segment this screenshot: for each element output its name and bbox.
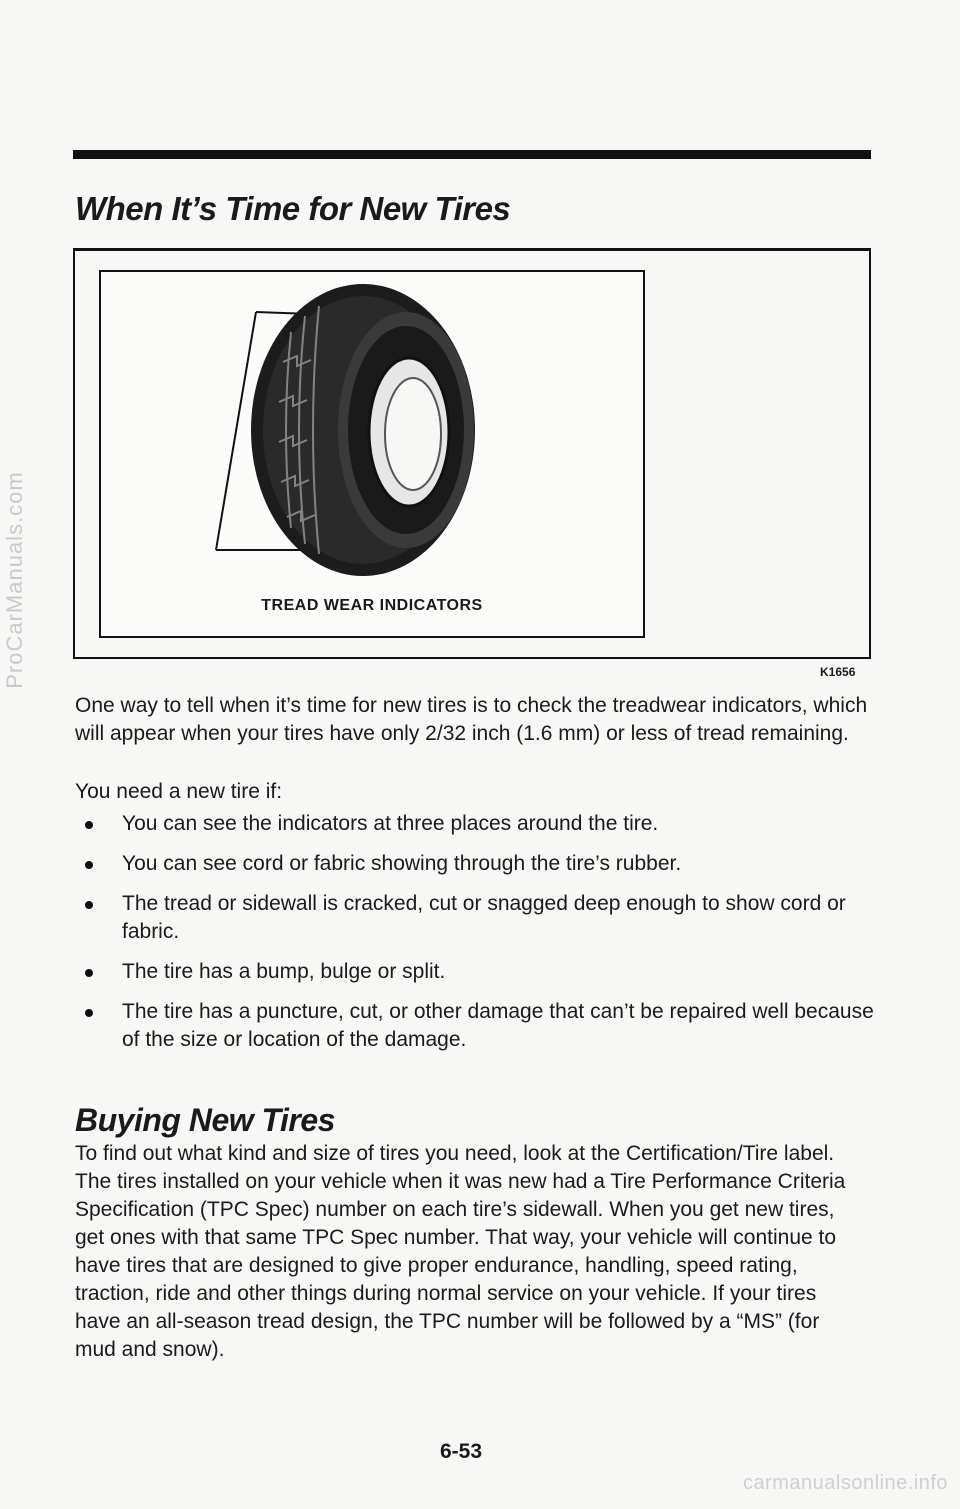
bullet-icon — [85, 901, 93, 909]
intro-paragraph: One way to tell when it’s time for new tires is to check the treadwear indicators, which will appear when your tires have only 2/32 inch (1.6 mm) or less of tread remaining. — [75, 694, 868, 745]
list-item: You can see cord or fabric showing through the tire’s rubber. — [85, 850, 875, 878]
buying-section-title: Buying New Tires — [75, 1102, 335, 1138]
side-watermark: ProCarManuals.com — [2, 471, 27, 689]
footer-watermark: carmanualsonline.info — [742, 1472, 948, 1494]
list-item: You can see the indicators at three places around the tire. — [85, 810, 875, 838]
new-tire-conditions-list — [85, 810, 875, 1066]
page-number: 6-53 — [440, 1440, 483, 1463]
bullet-icon — [85, 1009, 93, 1017]
bullet-icon — [85, 821, 93, 829]
tire-icon — [251, 284, 475, 576]
bullet-icon — [85, 861, 93, 869]
top-rule — [73, 150, 871, 159]
intro-lead: You need a new tire if: — [75, 780, 283, 803]
list-item: The tire has a puncture, cut, or other damage that can’t be repaired well because of the size or location of the damage. — [85, 998, 875, 1054]
tire-illustration-box — [99, 270, 645, 638]
buying-paragraph: To find out what kind and size of tires you need, look at the Certification/Tire label. The tires installed on your vehicle when it was new had a Tire Performance Criteria Specification (TPC Spec) number on each tire’s sidewall. When you get new tires, get ones with that same TPC Spec number. That way, your vehicle will continue to have tires that are designed to give proper endurance, handling, speed rating, traction, ride and other things during normal service on your vehicle. If your tires have an all-season tread design, the TPC number will be followed by a “MS” (for mud and snow). — [75, 1142, 846, 1361]
list-item: The tread or sidewall is cracked, cut or snagged deep enough to show cord or fabric. — [85, 890, 875, 946]
tire-illustration — [101, 272, 643, 636]
tread-wear-indicators-label: TREAD WEAR INDICATORS — [261, 597, 483, 614]
figure-code: K1656 — [820, 665, 856, 679]
bullet-icon — [85, 969, 93, 977]
list-item: The tire has a bump, bulge or split. — [85, 958, 875, 986]
section-title: When It’s Time for New Tires — [75, 190, 511, 227]
